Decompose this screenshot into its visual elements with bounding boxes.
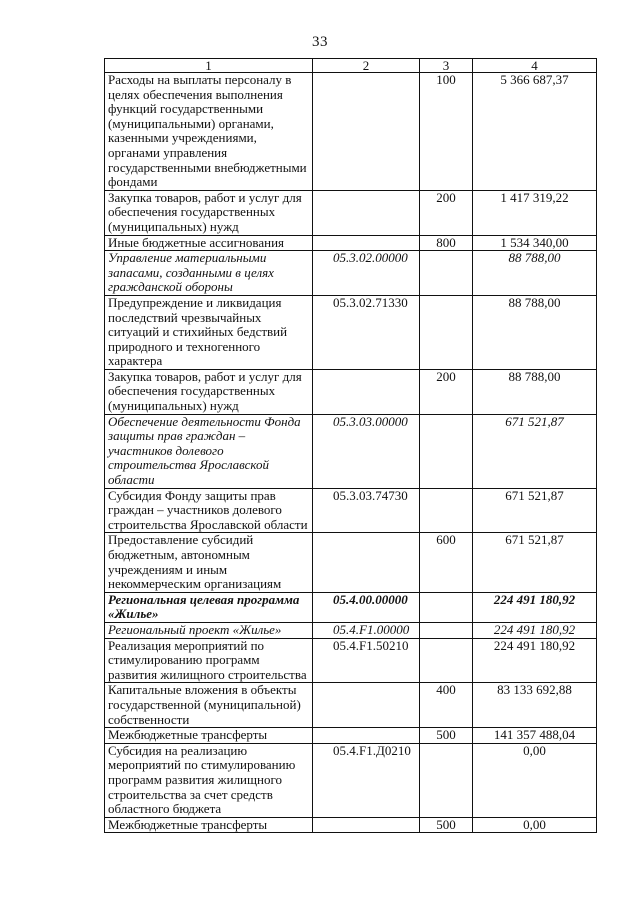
row-amount-cell: 224 491 180,92 <box>473 638 597 683</box>
header-col-4: 4 <box>473 59 597 73</box>
row-code-cell <box>313 683 420 728</box>
row-code-cell: 05.4.F1.50210 <box>313 638 420 683</box>
row-name-cell: Закупка товаров, работ и услуг для обеспечения государственных (муниципальных) нужд <box>105 190 313 235</box>
row-code-cell <box>313 190 420 235</box>
table-row <box>105 235 597 251</box>
row-code-cell: 05.4.F1.Д0210 <box>313 743 420 817</box>
row-code-cell <box>313 369 420 414</box>
row-type-cell: 200 <box>420 190 473 235</box>
row-name-cell: Реализация мероприятий по стимулированию программ развития жилищного строительства <box>105 638 313 683</box>
row-amount-cell: 1 417 319,22 <box>473 190 597 235</box>
row-type-cell <box>420 622 473 638</box>
row-amount-cell: 5 366 687,37 <box>473 73 597 191</box>
row-name-cell: Региональная целевая программа «Жилье» <box>105 592 313 622</box>
row-amount-cell: 83 133 692,88 <box>473 683 597 728</box>
row-name-cell: Субсидия Фонду защиты прав граждан – участников долевого строительства Ярославской области <box>105 488 313 533</box>
table-row <box>105 743 597 817</box>
row-code-cell <box>313 533 420 592</box>
row-type-cell <box>420 251 473 296</box>
row-name-cell: Капитальные вложения в объекты государственной (муниципальной) собственности <box>105 683 313 728</box>
row-name-cell: Межбюджетные трансферты <box>105 728 313 744</box>
row-amount-cell: 671 521,87 <box>473 414 597 488</box>
row-name-cell: Предоставление субсидий бюджетным, автономным учреждениям и иным некоммерческим организациям <box>105 533 313 592</box>
row-type-cell: 400 <box>420 683 473 728</box>
row-name-cell: Субсидия на реализацию мероприятий по стимулированию программ развития жилищного строительства за счет средств областного бюджета <box>105 743 313 817</box>
row-amount-cell: 0,00 <box>473 817 597 833</box>
row-code-cell: 05.4.F1.00000 <box>313 622 420 638</box>
row-code-cell <box>313 728 420 744</box>
row-amount-cell: 141 357 488,04 <box>473 728 597 744</box>
row-name-cell: Иные бюджетные ассигнования <box>105 235 313 251</box>
table-row <box>105 817 597 833</box>
row-type-cell: 600 <box>420 533 473 592</box>
row-name-cell: Управление материальными запасами, созданными в целях гражданской обороны <box>105 251 313 296</box>
row-code-cell <box>313 817 420 833</box>
table-header-row <box>105 59 597 73</box>
row-amount-cell: 224 491 180,92 <box>473 592 597 622</box>
row-type-cell <box>420 295 473 369</box>
row-amount-cell: 671 521,87 <box>473 533 597 592</box>
row-amount-cell: 88 788,00 <box>473 295 597 369</box>
row-type-cell: 500 <box>420 728 473 744</box>
table-row <box>105 638 597 683</box>
table-row <box>105 190 597 235</box>
row-type-cell <box>420 414 473 488</box>
row-type-cell: 500 <box>420 817 473 833</box>
table-row <box>105 728 597 744</box>
row-type-cell: 200 <box>420 369 473 414</box>
page-number: 33 <box>312 34 328 50</box>
row-type-cell <box>420 488 473 533</box>
header-col-3: 3 <box>420 59 473 73</box>
row-name-cell: Региональный проект «Жилье» <box>105 622 313 638</box>
row-code-cell: 05.3.03.74730 <box>313 488 420 533</box>
row-amount-cell: 1 534 340,00 <box>473 235 597 251</box>
table-row <box>105 369 597 414</box>
table-row <box>105 683 597 728</box>
row-name-cell: Закупка товаров, работ и услуг для обеспечения государственных (муниципальных) нужд <box>105 369 313 414</box>
row-amount-cell: 0,00 <box>473 743 597 817</box>
row-code-cell <box>313 73 420 191</box>
table-row <box>105 295 597 369</box>
table-row <box>105 622 597 638</box>
row-code-cell: 05.3.02.00000 <box>313 251 420 296</box>
row-amount-cell: 88 788,00 <box>473 251 597 296</box>
table-row <box>105 251 597 296</box>
row-code-cell <box>313 235 420 251</box>
row-name-cell: Предупреждение и ликвидация последствий чрезвычайных ситуаций и стихийных бедствий природного и техногенного характера <box>105 295 313 369</box>
row-amount-cell: 224 491 180,92 <box>473 622 597 638</box>
row-code-cell: 05.3.02.71330 <box>313 295 420 369</box>
row-name-cell: Расходы на выплаты персоналу в целях обеспечения выполнения функций государственными (муниципальными) органами, казенными учреждениями, органами управления государственными внебюджетными фондами <box>105 73 313 191</box>
row-type-cell: 800 <box>420 235 473 251</box>
row-type-cell <box>420 592 473 622</box>
row-type-cell <box>420 743 473 817</box>
row-name-cell: Обеспечение деятельности Фонда защиты прав граждан – участников долевого строительства Ярославской области <box>105 414 313 488</box>
table-row <box>105 73 597 191</box>
header-col-2: 2 <box>313 59 420 73</box>
row-code-cell: 05.3.03.00000 <box>313 414 420 488</box>
row-amount-cell: 88 788,00 <box>473 369 597 414</box>
row-name-cell: Межбюджетные трансферты <box>105 817 313 833</box>
table-row <box>105 488 597 533</box>
header-col-1: 1 <box>105 59 313 73</box>
table-row <box>105 533 597 592</box>
row-type-cell <box>420 638 473 683</box>
table-row <box>105 414 597 488</box>
row-amount-cell: 671 521,87 <box>473 488 597 533</box>
row-type-cell: 100 <box>420 73 473 191</box>
table-row <box>105 592 597 622</box>
budget-table <box>104 58 597 833</box>
row-code-cell: 05.4.00.00000 <box>313 592 420 622</box>
